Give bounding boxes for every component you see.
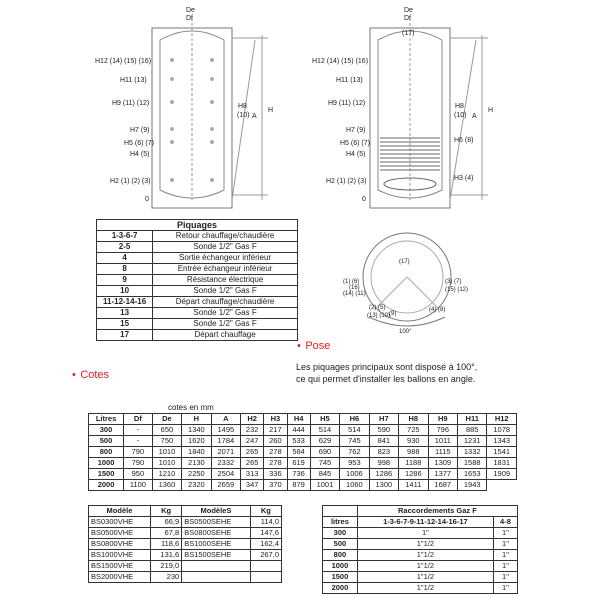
table-cell: 879 (287, 480, 310, 491)
table-row (97, 308, 298, 319)
table-row (323, 583, 518, 594)
piquage-key: 11-12-14-16 (97, 297, 153, 308)
table-cell (250, 561, 281, 572)
table-cell: 147,6 (250, 528, 281, 539)
table-cell: 1541 (487, 447, 517, 458)
table-cell: 1"1/2 (357, 583, 493, 594)
column-header: ModèleS (182, 506, 251, 517)
table-cell: 1286 (399, 469, 428, 480)
column-header: H7 (369, 414, 398, 425)
tv-2-5: (2) (5) (369, 305, 386, 311)
table-cell: 1210 (152, 469, 181, 480)
piquages-table (96, 219, 298, 341)
table-row (89, 539, 282, 550)
table-cell: 1010 (152, 458, 181, 469)
column-header: Df (124, 414, 153, 425)
table-cell (182, 572, 251, 583)
table-cell: 217 (264, 425, 287, 436)
table-cell: 1377 (428, 469, 457, 480)
table-cell (250, 572, 281, 583)
table-cell: BS2000VHE (89, 572, 151, 583)
column-header: A (211, 414, 240, 425)
table-cell: 1500 (89, 469, 124, 480)
table-cell: 1010 (152, 447, 181, 458)
table-cell: - (124, 425, 153, 436)
table-cell: 1" (493, 550, 517, 561)
tv-100deg: 100° (399, 329, 412, 335)
piquage-desc: Retour chauffage/chaudière (153, 231, 298, 242)
table-row (97, 297, 298, 308)
table-cell: 114,0 (250, 517, 281, 528)
piquage-desc: Départ chauffage/chaudière (153, 297, 298, 308)
tank-top-view (335, 225, 485, 340)
tank-diagram-right (300, 0, 600, 210)
right-label-h8-r: H8 (455, 103, 464, 110)
table-cell: 1840 (182, 447, 211, 458)
table-cell: 500 (89, 436, 124, 447)
column-header: Litres (89, 414, 124, 425)
table-cell: 265 (241, 447, 264, 458)
table-cell: 745 (310, 458, 339, 469)
table-row (89, 517, 282, 528)
table-cell: 1332 (457, 447, 486, 458)
table-cell: 1340 (182, 425, 211, 436)
modeles-table (88, 505, 282, 583)
table-cell: 2071 (211, 447, 240, 458)
table-row (97, 319, 298, 330)
piquage-key: 4 (97, 253, 153, 264)
table-cell: 1060 (340, 480, 369, 491)
pose-text (296, 361, 477, 385)
pose-text-line1: Les piquages principaux sont disposé à 100°, (296, 362, 478, 372)
column-header: litres (323, 517, 358, 528)
tv-3-7: (3) (7) (445, 279, 462, 285)
table-cell: 444 (287, 425, 310, 436)
table-cell: 347 (241, 480, 264, 491)
column-header: De (152, 414, 181, 425)
right-label-h: H (268, 107, 274, 114)
table-cell: 370 (264, 480, 287, 491)
column-header: H12 (487, 414, 517, 425)
table-cell: 1" (493, 583, 517, 594)
piquage-desc: Sonde 1/2" Gas F (153, 308, 298, 319)
table-cell: 590 (369, 425, 398, 436)
cotes-table (88, 413, 517, 491)
table-row (323, 561, 518, 572)
column-header: H2 (241, 414, 264, 425)
table-cell: BS1000VHE (89, 550, 151, 561)
table-cell: 800 (323, 550, 358, 561)
piquage-desc: Sonde 1/2" Gas F (153, 242, 298, 253)
table-cell: 1000 (323, 561, 358, 572)
table-cell: BS0800VHE (89, 539, 151, 550)
table-cell: 66,9 (150, 517, 181, 528)
table-cell: 219,0 (150, 561, 181, 572)
pose-text-line2: ce qui permet d'installer les ballons en angle. (296, 374, 476, 384)
left-label-h2: H2 (1) (2) (3) (110, 178, 151, 185)
piquage-key: 8 (97, 264, 153, 275)
table-cell: 500 (323, 539, 358, 550)
raccordements-table (322, 505, 518, 594)
table-row (97, 264, 298, 275)
table-cell: 300 (323, 528, 358, 539)
left-label-h11-r: H11 (13) (336, 77, 363, 84)
table-cell: 1" (493, 539, 517, 550)
table-cell: 1"1/2 (357, 550, 493, 561)
left-label-h7: H7 (9) (130, 127, 150, 134)
table-cell: 1831 (487, 458, 517, 469)
table-row (89, 550, 282, 561)
table-cell: 278 (264, 458, 287, 469)
piquage-key: 2-5 (97, 242, 153, 253)
table-cell: BS1500SEHE (182, 550, 251, 561)
table-cell: 841 (369, 436, 398, 447)
left-label-h12-r: H12 (14) (15) (16) (312, 58, 369, 65)
left-label-h9-r: H9 (11) (12) (328, 100, 366, 107)
right-label-10: (10) (237, 112, 250, 119)
piquage-desc: Sortie échangeur inférieur (153, 253, 298, 264)
table-cell: 278 (264, 447, 287, 458)
table-row (323, 572, 518, 583)
table-cell: 736 (287, 469, 310, 480)
tv-15-12: (15) (12) (445, 287, 469, 293)
table-cell: - (124, 436, 153, 447)
right-label-a-r: A (472, 113, 477, 120)
left-label-h4: H4 (5) (130, 151, 150, 158)
column-header: H11 (457, 414, 486, 425)
right-label-h6-r: H6 (8) (454, 137, 474, 144)
table-row (89, 572, 282, 583)
top-label-df: Df (186, 15, 193, 22)
table-cell: 1309 (428, 458, 457, 469)
table-row (89, 528, 282, 539)
table-cell: 1231 (457, 436, 486, 447)
right-label-10-r: (10) (454, 112, 467, 119)
table-row (323, 539, 518, 550)
column-header: H4 (287, 414, 310, 425)
column-header: 4-8 (493, 517, 517, 528)
cotes-section (72, 365, 109, 383)
table-cell: 1411 (399, 480, 428, 491)
left-label-h9: H9 (11) (12) (112, 100, 150, 107)
piquage-key: 17 (97, 330, 153, 341)
table-cell: 1343 (487, 436, 517, 447)
table-row (323, 550, 518, 561)
cotes-label: Cotes (80, 369, 110, 381)
table-cell: 800 (89, 447, 124, 458)
table-cell: 118,6 (150, 539, 181, 550)
table-row (97, 242, 298, 253)
table-cell: 336 (264, 469, 287, 480)
table-row (89, 561, 282, 572)
top-label-de-r: De (404, 7, 413, 14)
table-cell: 1"1/2 (357, 561, 493, 572)
table-row (97, 330, 298, 341)
table-cell: BS0500VHE (89, 528, 151, 539)
table-cell: 131,6 (150, 550, 181, 561)
table-cell: 690 (310, 447, 339, 458)
column-header: Modèle (89, 506, 151, 517)
table-cell: 2504 (211, 469, 240, 480)
table-row (323, 528, 518, 539)
table-cell: 953 (340, 458, 369, 469)
table-cell: 232 (241, 425, 264, 436)
tv-4-8: (4) (8) (429, 307, 446, 313)
table-cell (182, 561, 251, 572)
table-cell: 1620 (182, 436, 211, 447)
left-label-h2-r: H2 (1) (2) (3) (326, 178, 367, 185)
left-label-h7-r: H7 (9) (346, 127, 366, 134)
table-cell: 514 (340, 425, 369, 436)
table-cell: 1784 (211, 436, 240, 447)
table-cell: 762 (340, 447, 369, 458)
table-cell: 265 (241, 458, 264, 469)
piquage-key: 15 (97, 319, 153, 330)
column-header: Kg (250, 506, 281, 517)
table-cell: 1" (357, 528, 493, 539)
table-cell: 790 (124, 447, 153, 458)
table-cell: 1495 (211, 425, 240, 436)
table-cell: 313 (241, 469, 264, 480)
table-cell: BS1500VHE (89, 561, 151, 572)
column-header: H8 (399, 414, 428, 425)
tv-1-6: (1) (6) (343, 279, 360, 285)
pose-bullet: • (297, 340, 301, 352)
table-row (89, 425, 517, 436)
table-cell: 67,8 (150, 528, 181, 539)
tank-diagram-left (0, 0, 300, 210)
right-label-h3-r: H3 (4) (454, 175, 474, 182)
left-label-h5-r: H5 (6) (7) (340, 140, 370, 147)
table-cell: 1006 (340, 469, 369, 480)
table-cell: 790 (124, 458, 153, 469)
table-cell: 1300 (369, 480, 398, 491)
table-cell: 230 (150, 572, 181, 583)
piquage-key: 13 (97, 308, 153, 319)
table-cell: 2320 (182, 480, 211, 491)
table-row (97, 286, 298, 297)
column-header: H5 (310, 414, 339, 425)
table-row (89, 469, 517, 480)
table-cell: 260 (264, 436, 287, 447)
table-cell: 2332 (211, 458, 240, 469)
column-header: 1-3-6-7-9-11-12-14-16-17 (357, 517, 493, 528)
left-label-h4-r: H4 (5) (346, 151, 366, 158)
table-row (89, 480, 517, 491)
table-cell: 2130 (182, 458, 211, 469)
table-cell: 247 (241, 436, 264, 447)
table-cell: 1"1/2 (357, 539, 493, 550)
table-row (97, 231, 298, 242)
table-cell: 1001 (310, 480, 339, 491)
pose-label: Pose (305, 340, 331, 352)
table-cell: 300 (89, 425, 124, 436)
table-cell: 1" (493, 572, 517, 583)
table-cell: 1078 (487, 425, 517, 436)
table-cell: 2659 (211, 480, 240, 491)
table-row (97, 275, 298, 286)
left-label-zero-r: 0 (362, 196, 366, 203)
piquage-key: 1-3-6-7 (97, 231, 153, 242)
table-cell: 267,0 (250, 550, 281, 561)
left-label-zero: 0 (145, 196, 149, 203)
left-label-h11: H11 (13) (120, 77, 147, 84)
table-cell: 1943 (457, 480, 486, 491)
table-cell: 1" (493, 528, 517, 539)
column-header: H3 (264, 414, 287, 425)
piquage-desc: Sonde 1/2" Gas F (153, 286, 298, 297)
piquage-desc: Entrée échangeur inférieur (153, 264, 298, 275)
top-label-df-r: Df (404, 15, 411, 22)
table-cell: 2250 (182, 469, 211, 480)
column-header: H9 (428, 414, 457, 425)
table-cell: 1011 (428, 436, 457, 447)
top-label-de: De (186, 7, 195, 14)
top-label-17-r: (17) (402, 30, 415, 37)
table-cell: 796 (428, 425, 457, 436)
table-cell: 1100 (124, 480, 153, 491)
table-row (89, 447, 517, 458)
tv-14-11: (14) (11) (343, 291, 366, 297)
table-cell: 1" (493, 561, 517, 572)
table-cell: 1115 (428, 447, 457, 458)
table-cell: 1653 (457, 469, 486, 480)
table-cell: 1909 (487, 469, 517, 480)
table-cell: 162,4 (250, 539, 281, 550)
cotes-bullet: • (72, 369, 76, 381)
table-cell: 950 (124, 469, 153, 480)
table-cell: BS0300VHE (89, 517, 151, 528)
table-row (89, 436, 517, 447)
table-cell: 533 (287, 436, 310, 447)
table-cell: 1188 (399, 458, 428, 469)
table-cell: 1"1/2 (357, 572, 493, 583)
table-cell: 930 (399, 436, 428, 447)
pose-section (297, 336, 330, 354)
table-cell: 845 (310, 469, 339, 480)
tv-13-10: (13) (10) (367, 313, 391, 319)
piquage-key: 10 (97, 286, 153, 297)
table-cell: BS0800SEHE (182, 528, 251, 539)
table-cell: 1000 (89, 458, 124, 469)
cotes-caption: cotes en mm (168, 403, 214, 412)
column-header: H (182, 414, 211, 425)
tv-9: (9) (389, 311, 397, 317)
table-cell: BS1000SEHE (182, 539, 251, 550)
table-cell: 1588 (457, 458, 486, 469)
table-cell: 1500 (323, 572, 358, 583)
table-cell: 885 (457, 425, 486, 436)
raccordements-title: Raccordements Gaz F (357, 506, 517, 517)
table-cell: 998 (369, 458, 398, 469)
table-cell: 650 (152, 425, 181, 436)
table-cell: 750 (152, 436, 181, 447)
column-header: H6 (340, 414, 369, 425)
table-cell: 584 (287, 447, 310, 458)
table-cell: 2000 (323, 583, 358, 594)
tv-17: (17) (399, 259, 410, 265)
tv-16: (16) (349, 285, 360, 291)
right-label-h-r: H (488, 107, 494, 114)
table-row (89, 458, 517, 469)
table-cell: BS0500SEHE (182, 517, 251, 528)
table-cell: 2000 (89, 480, 124, 491)
piquage-desc: Départ chauffage (153, 330, 298, 341)
table-cell: 1286 (369, 469, 398, 480)
table-cell: 629 (310, 436, 339, 447)
table-cell: 988 (399, 447, 428, 458)
left-label-h5: H5 (6) (7) (124, 140, 154, 147)
piquages-title: Piquages (97, 220, 298, 231)
table-cell: 514 (310, 425, 339, 436)
table-cell: 1687 (428, 480, 457, 491)
table-cell: 725 (399, 425, 428, 436)
piquage-key: 9 (97, 275, 153, 286)
right-label-a: A (252, 113, 257, 120)
table-row (97, 253, 298, 264)
piquage-desc: Résistance électrique (153, 275, 298, 286)
table-cell: 1360 (152, 480, 181, 491)
table-cell: 619 (287, 458, 310, 469)
left-label-h12: H12 (14) (15) (16) (95, 58, 152, 65)
piquage-desc: Sonde 1/2" Gas F (153, 319, 298, 330)
right-label-h8: H8 (238, 103, 247, 110)
table-cell: 823 (369, 447, 398, 458)
table-cell: 745 (340, 436, 369, 447)
column-header: Kg (150, 506, 181, 517)
